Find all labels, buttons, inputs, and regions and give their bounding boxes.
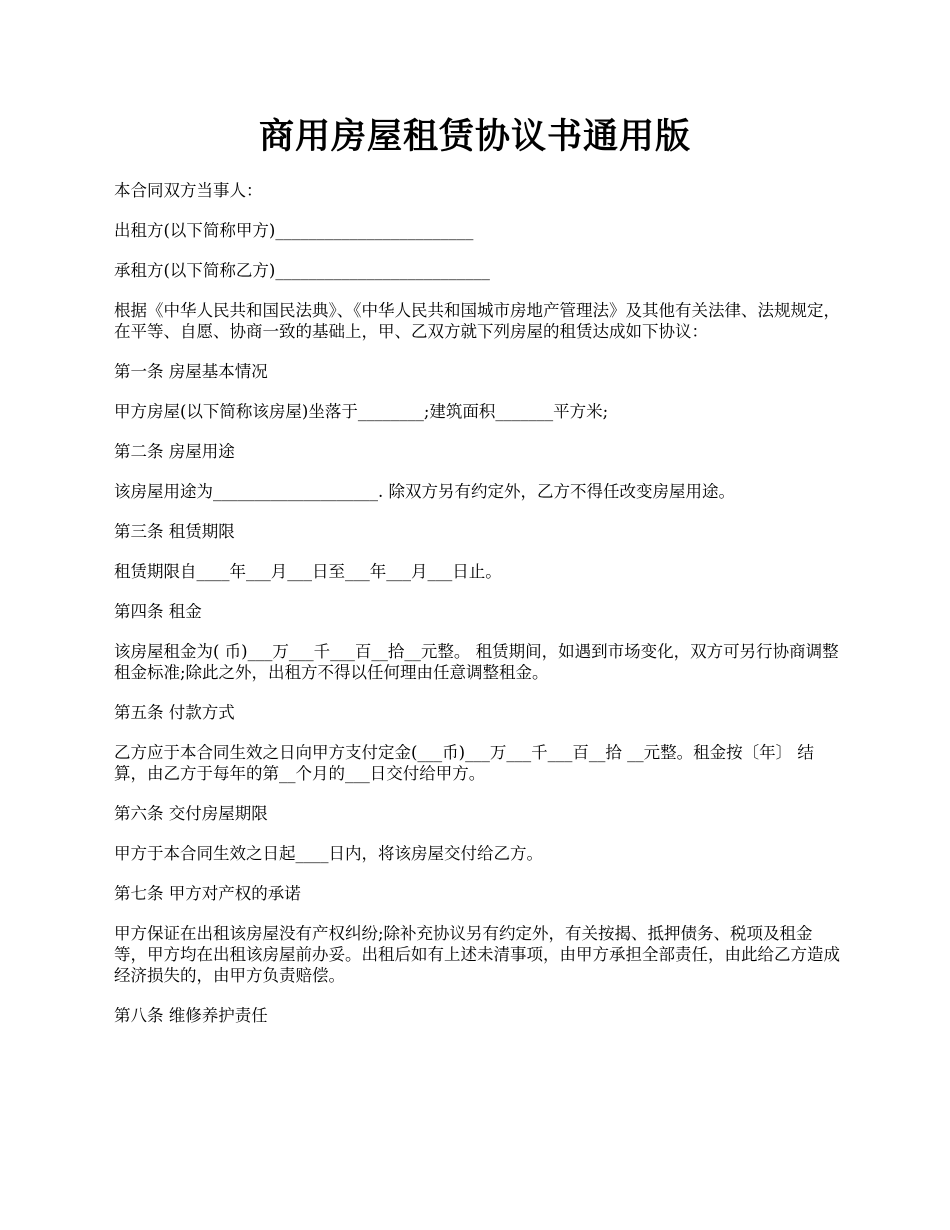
article-1-body: 甲方房屋(以下简称该房屋)坐落于________;建筑面积_______平方米;	[114, 402, 609, 421]
article-7-heading: 第七条 甲方对产权的承诺	[114, 884, 301, 903]
preamble: 根据《中华人民共和国民法典》、《中华人民共和国城市房地产管理法》及其他有关法律、法规规定，在平等、自愿、协商一致的基础上，甲、乙双方就下列房屋的租赁达成如下协议：	[114, 301, 840, 341]
article-2-heading: 第二条 房屋用途	[114, 442, 235, 461]
article-1-heading: 第一条 房屋基本情况	[114, 362, 268, 381]
article-3-body: 租赁期限自____年___月___日至___年___月___日止。	[114, 562, 502, 581]
lessor-line: 出租方(以下简称甲方)________________________	[114, 221, 474, 240]
document-title: 商用房屋租赁协议书通用版	[258, 116, 691, 157]
article-8-heading: 第八条 维修养护责任	[114, 1006, 268, 1025]
article-2-body: 该房屋用途为____________________. 除双方另有约定外，乙方不得任改变房屋用途。	[114, 482, 735, 501]
party-intro: 本合同双方当事人：	[114, 181, 263, 200]
article-4-body: 该房屋租金为( 币)___万___千___百__拾__元整。 租赁期间，如遇到市场变化，双方可另行协商调整租金标准;除此之外，出租方不得以任何理由任意调整租金。	[114, 642, 839, 682]
article-5-heading: 第五条 付款方式	[114, 703, 235, 722]
article-7-body: 甲方保证在出租该房屋没有产权纠纷;除补充协议另有约定外，有关按揭、抵押债务、税项及租金等，甲方均在出租该房屋前办妥。出租后如有上述未清事项，由甲方承担全部责任，由此给乙方造成经济损失的，由甲方负责赔偿。	[114, 924, 840, 985]
article-6-heading: 第六条 交付房屋期限	[114, 804, 268, 823]
article-3-heading: 第三条 租赁期限	[114, 522, 235, 541]
lessee-line: 承租方(以下简称乙方)__________________________	[114, 261, 490, 280]
article-6-body: 甲方于本合同生效之日起____日内，将该房屋交付给乙方。	[114, 844, 543, 863]
document-body	[114, 180, 844, 1045]
article-4-heading: 第四条 租金	[114, 602, 202, 621]
article-5-body: 乙方应于本合同生效之日向甲方支付定金(___币)___万___千___百__拾 __元整。租金按〔年〕 结算，由乙方于每年的第__个月的___日交付给甲方。	[114, 743, 814, 783]
